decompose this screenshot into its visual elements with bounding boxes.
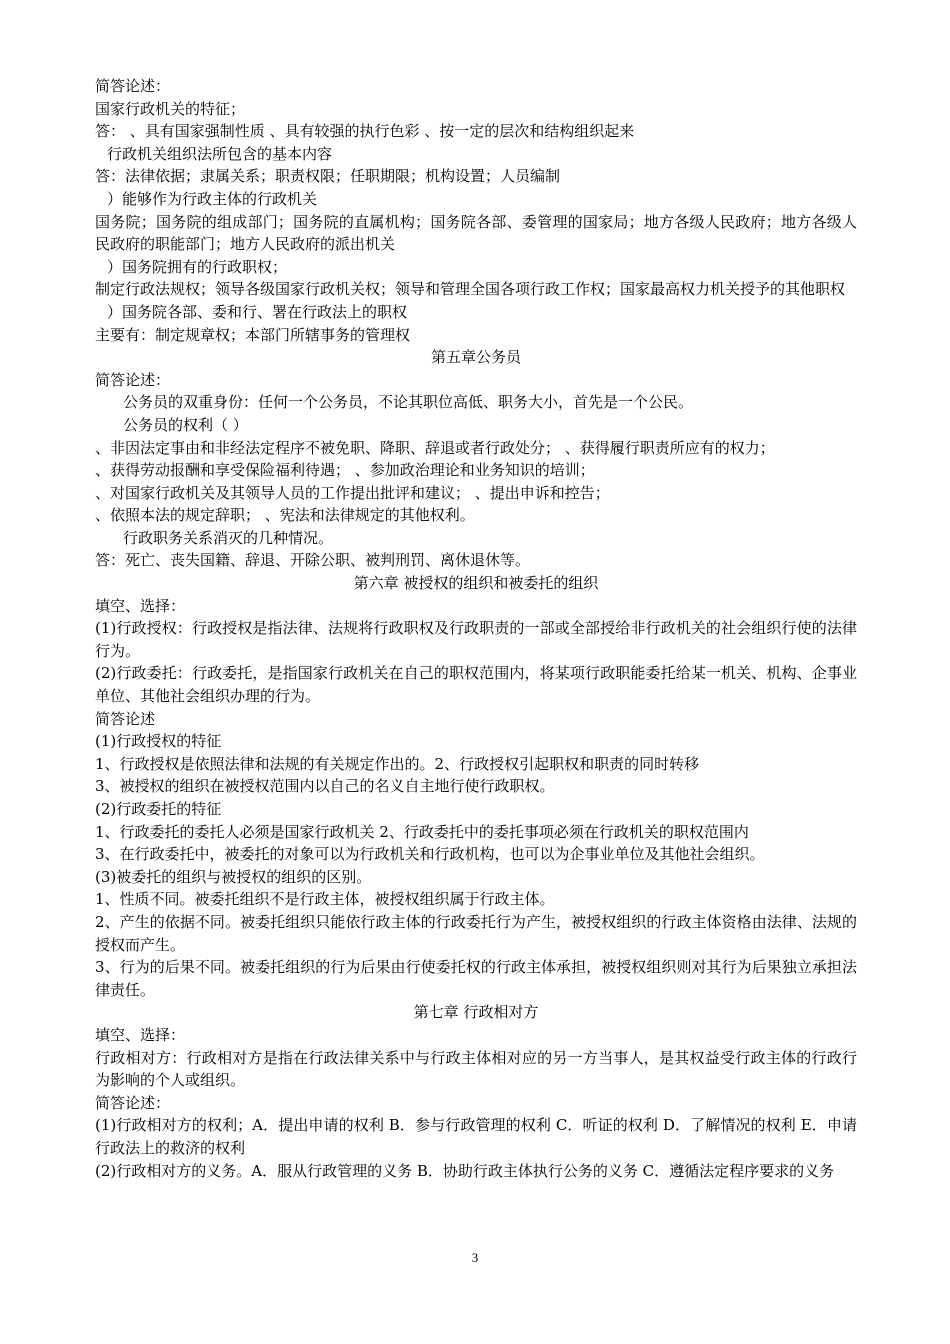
section-heading: 简答论述 [95,709,156,728]
document-page [95,75,857,1182]
answer-line: 答： 、具有国家强制性质 、具有较强的执行色彩 、按一定的层次和结构组织起来 [95,122,635,141]
answer-paragraph: 3、行为的后果不同。被委托组织的行为后果由行使委托权的行政主体承担，被授权组织则对其行为后果独立承担法律责任。 [95,958,857,999]
answer-line: 3、被授权的组织在被授权范围内以自己的名义自主地行使行政职权。 [95,777,555,796]
answer-line: 、对国家行政机关及其领导人员的工作提出批评和建议； 、提出申诉和控告； [95,483,610,502]
answer-paragraph: 2、产生的依据不同。被委托组织只能依行政主体的行政委托行为产生，被授权组织的行政主体资格由法律、法规的授权而产生。 [95,912,857,954]
subsection-heading: (2)行政委托的特征 [95,800,222,818]
section-heading: 填空、选择： [95,1025,186,1044]
page-number: 3 [471,1250,479,1265]
question-line: 国家行政机关的特征； [95,99,246,118]
subsection-heading: (3)被委托的组织与被授权的组织的区别。 [95,867,372,886]
answer-line: 主要有：制定规章权；本部门所辖事务的管理权 [95,325,411,344]
answer-paragraph: 国务院；国务院的组成部门；国务院的直属机构；国务院各部、委管理的国家局；地方各级人民政府；地方各级人民政府的职能部门；地方人民政府的派出机关 [95,212,857,254]
question-line: ）能够作为行政主体的行政机关 [107,189,318,208]
section-heading: 填空、选择： [95,596,186,615]
answer-line: 答：法律依据；隶属关系；职责权限；任职期限；机构设置；人员编制 [95,167,561,186]
answer-paragraph: 制定行政法规权；领导各级国家行政机关权；领导和管理全国各项行政工作权；国家最高权力机关授予的其他职权 [95,280,846,299]
answer-line: 答：死亡、丧失国籍、辞退、开除公职、被判刑罚、离休退休等。 [95,551,531,570]
question-line: ）国务院拥有的行政职权； [107,257,288,276]
answer-line: 、非因法定事由和非经法定程序不被免职、降职、辞退或者行政处分； 、获得履行职责所应有的权力； [95,438,775,457]
question-line: 公务员的双重身份：任何一个公务员，不论其职位高低、职务大小，首先是一个公民。 [123,393,694,412]
section-heading: 简答论述： [95,77,171,95]
answer-line: 1、行政授权是依照法律和法规的有关规定作出的。2、行政授权引起职权和职责的同时转移 [95,754,700,773]
definition-paragraph: (1)行政授权：行政授权是指法律、法规将行政职权及行政职责的一部或全部授给非行政机关的社会组织行使的法律行为。 [95,619,857,660]
question-line: 公务员的权利（ ） [123,415,248,434]
answer-line: 、获得劳动报酬和享受保险福利待遇； 、参加政治理论和业务知识的培训； [95,461,595,480]
answer-paragraph: (2)行政相对方的义务。A．服从行政管理的义务 B．协助行政主体执行公务的义务 C．遵循法定程序要求的义务 [95,1161,835,1180]
section-heading: 简答论述： [95,1093,171,1112]
section-heading: 简答论述： [95,370,171,389]
question-line: 行政职务关系消灭的几种情况。 [123,528,334,547]
answer-line: 3、在行政委托中，被委托的对象可以为行政机关和行政机构，也可以为企事业单位及其他社会组织。 [95,845,765,864]
chapter-title: 第六章 被授权的组织和被委托的组织 [353,574,599,593]
chapter-title: 第五章公务员 [430,348,521,367]
answer-line: 、依照本法的规定辞职； 、宪法和法律规定的其他权利。 [95,506,475,525]
definition-paragraph: (2)行政委托：行政委托，是指国家行政机关在自己的职权范围内，将某项行政职能委托给某一机关、机构、企事业单位、其他社会组织办理的行为。 [95,664,857,706]
answer-line: 1、行政委托的委托人必须是国家行政机关 2、行政委托中的委托事项必须在行政机关的职权范围内 [95,822,749,841]
chapter-title: 第七章 行政相对方 [413,1003,539,1022]
question-line: 行政机关组织法所包含的基本内容 [107,144,333,163]
subsection-heading: (1)行政授权的特征 [95,732,222,751]
question-line: ）国务院各部、委和行、署在行政法上的职权 [107,302,408,321]
answer-paragraph: (1)行政相对方的权利；A．提出申请的权利 B．参与行政管理的权利 C．听证的权利 D．了解情况的权利 E．申请行政法上的救济的权利 [95,1116,857,1157]
definition-paragraph: 行政相对方：行政相对方是指在行政法律关系中与行政主体相对应的另一方当事人，是其权益受行政主体的行政行为影响的个人或组织。 [95,1048,857,1090]
answer-line: 1、性质不同。被委托组织不是行政主体，被授权组织属于行政主体。 [95,890,555,909]
